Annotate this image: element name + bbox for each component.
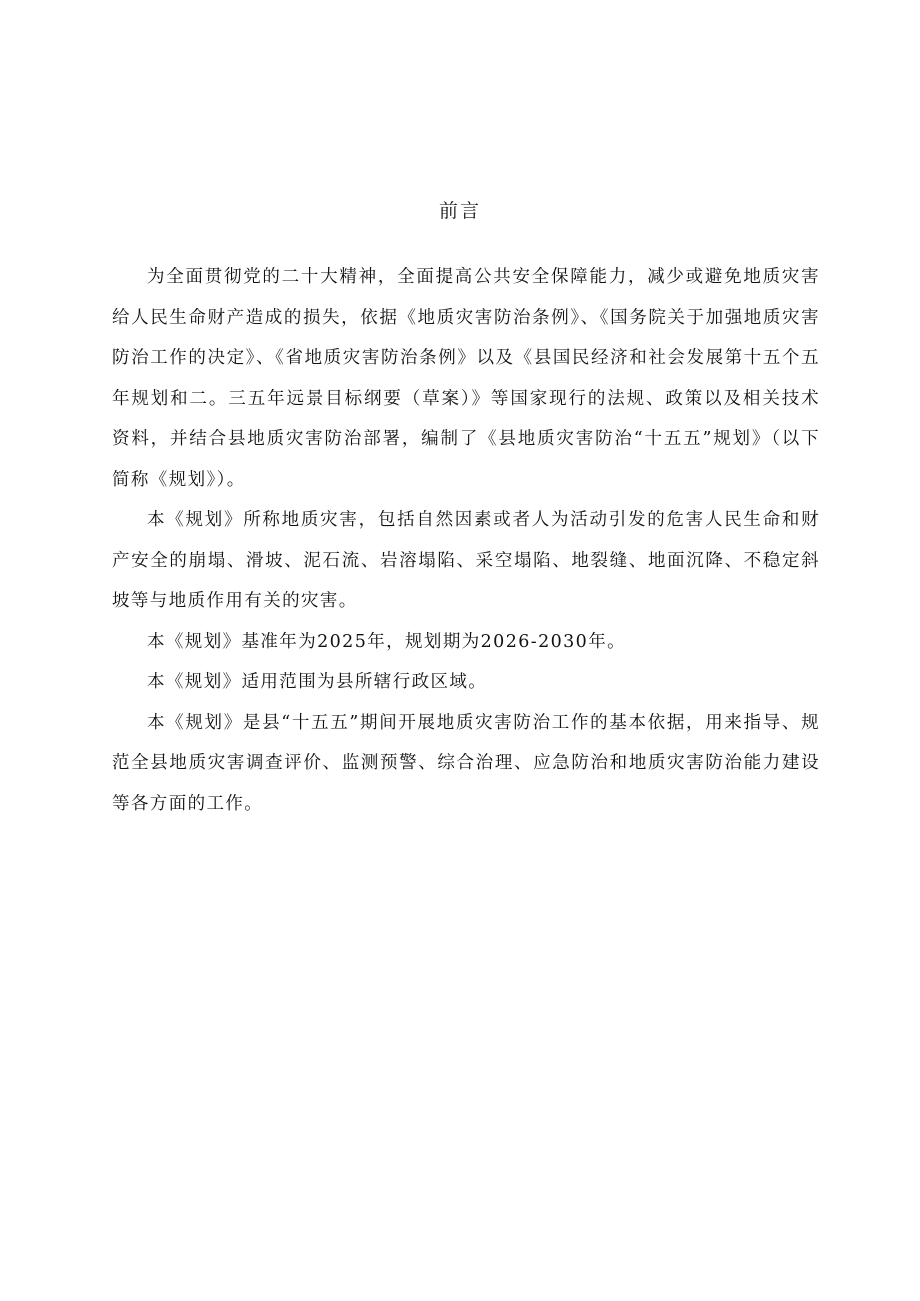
paragraph-period: 本《规划》基准年为2025年，规划期为2026-2030年。 — [147, 631, 627, 652]
page-title: 前言 — [438, 200, 481, 222]
document-body — [112, 257, 820, 824]
paragraph-basis: 本《规划》是县“十五五”期间开展地质灾害防治工作的基本依据，用来指导、规范全县地质灾害调查评价、监测预警、综合治理、应急防治和地质灾害防治能力建设等各方面的工作。 — [112, 712, 820, 814]
paragraph-scope: 本《规划》适用范围为县所辖行政区域。 — [147, 672, 488, 692]
paragraph-purpose: 为全面贯彻党的二十大精神，全面提高公共安全保障能力，减少或避免地质灾害给人民生命财产造成的损失，依据《地质灾害防治条例》、《国务院关于加强地质灾害防治工作的决定》、《省地质灾害防治条例》以及《县国民经济和社会发展第十五个五年规划和二。三五年远景目标纲要（草案）》等国家现行的法规、政策以及相关技术资料，并结合县地质灾害防治部署，编制了《县地质灾害防治“十五五”规划》（以下简称《规划》）。 — [112, 267, 820, 490]
paragraph-definition: 本《规划》所称地质灾害，包括自然因素或者人为活动引发的危害人民生命和财产安全的崩塌、滑坡、泥石流、岩溶塌陷、采空塌陷、地裂缝、地面沉降、不稳定斜坡等与地质作用有关的灾害。 — [112, 510, 820, 611]
